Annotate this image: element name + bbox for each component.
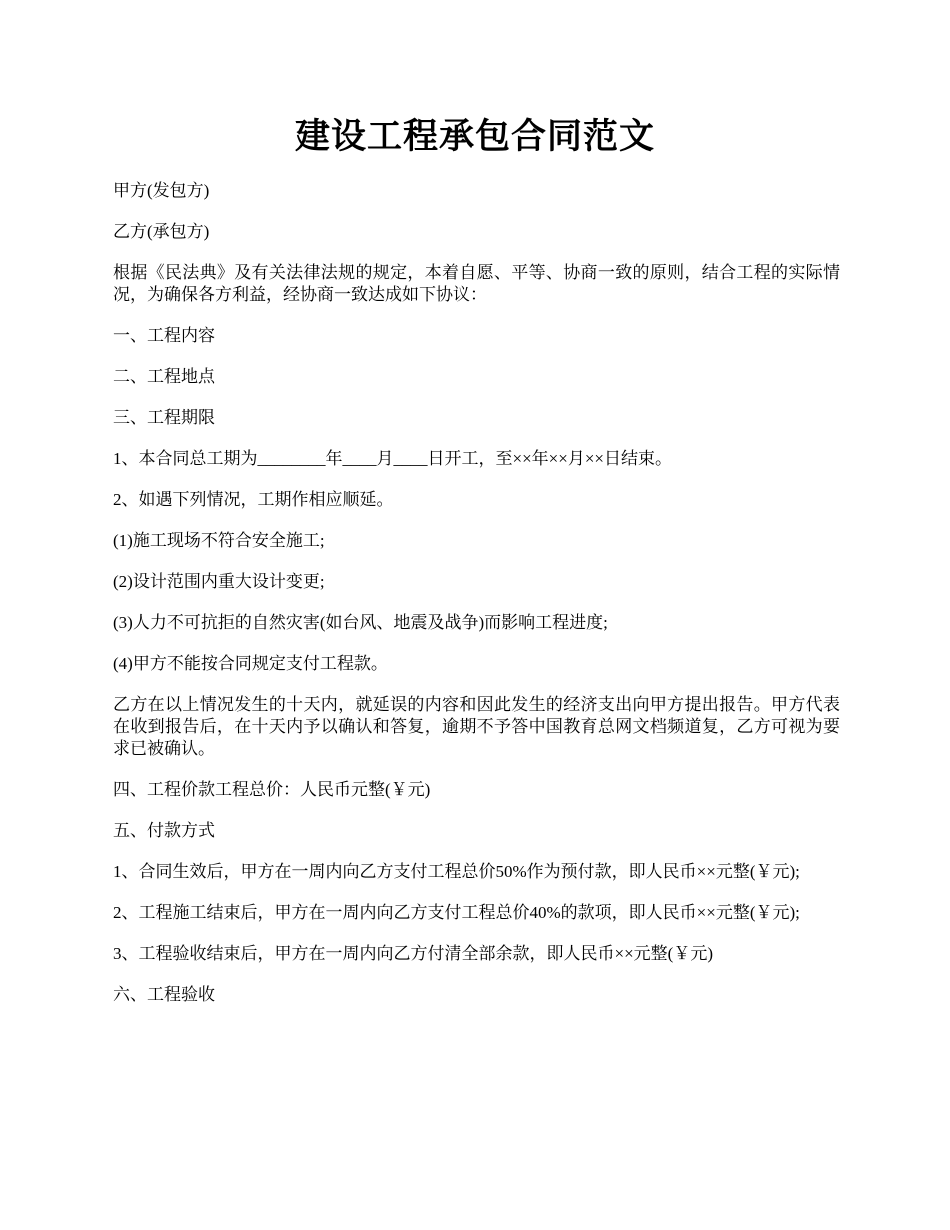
clause-3-2: 2、如遇下列情况，工期作相应顺延。 [113, 490, 394, 509]
condition-item-1: (1)施工现场不符合安全施工; [113, 531, 325, 550]
section-heading-6: 六、工程验收 [113, 985, 215, 1004]
preamble-paragraph: 根据《民法典》及有关法律法规的规定，本着自愿、平等、协商一致的原则，结合工程的实际情况，为确保各方利益，经协商一致达成如下协议： [113, 263, 840, 304]
section-heading-2: 二、工程地点 [113, 367, 215, 386]
clause-3-1: 1、本合同总工期为________年____月____日开工，至××年××月××日结束。 [113, 449, 673, 468]
party-a-line: 甲方(发包方) [113, 181, 210, 200]
delay-report-paragraph: 乙方在以上情况发生的十天内，就延误的内容和因此发生的经济支出向甲方提出报告。甲方代表在收到报告后，在十天内予以确认和答复，逾期不予答中国教育总网文档频道复，乙方可视为要求已被确认。 [113, 695, 840, 758]
payment-clause-1: 1、合同生效后，甲方在一周内向乙方支付工程总价50%作为预付款，即人民币××元整(￥元); [113, 862, 800, 881]
condition-item-2: (2)设计范围内重大设计变更; [113, 572, 325, 591]
payment-clause-3: 3、工程验收结束后，甲方在一周内向乙方付清全部余款，即人民币××元整(￥元) [113, 944, 713, 963]
document-body [113, 180, 840, 1025]
party-b-line: 乙方(承包方) [113, 222, 210, 241]
section-heading-3: 三、工程期限 [113, 408, 215, 427]
section-heading-4: 四、工程价款工程总价：人民币元整(￥元) [113, 780, 431, 799]
section-heading-1: 一、工程内容 [113, 326, 215, 345]
document-title: 建设工程承包合同范文 [294, 117, 655, 156]
condition-item-3: (3)人力不可抗拒的自然灾害(如台风、地震及战争)而影响工程进度; [113, 613, 608, 632]
section-heading-5: 五、付款方式 [113, 821, 215, 840]
condition-item-4: (4)甲方不能按合同规定支付工程款。 [113, 654, 388, 673]
payment-clause-2: 2、工程施工结束后，甲方在一周内向乙方支付工程总价40%的款项，即人民币××元整(￥元); [113, 903, 800, 922]
